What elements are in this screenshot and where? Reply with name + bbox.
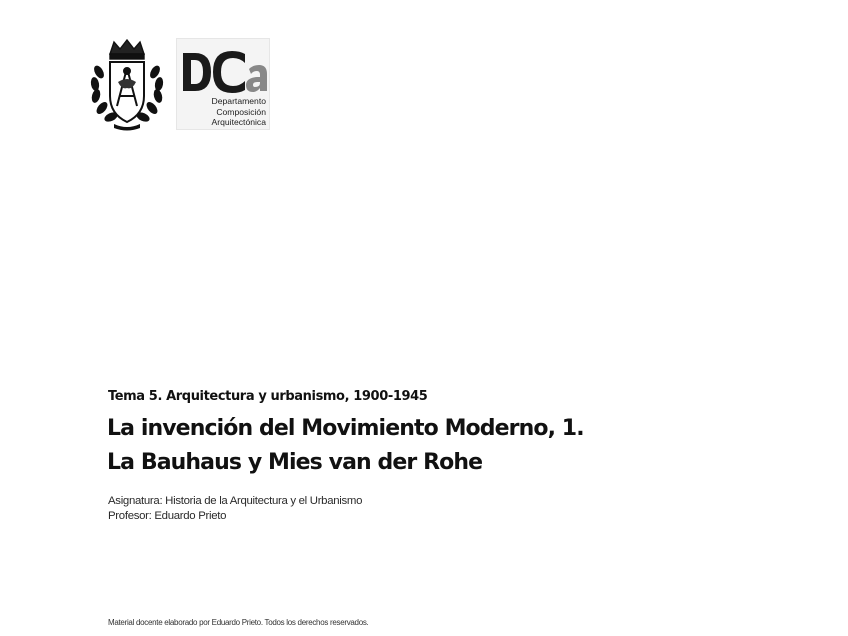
- dca-logo: [176, 38, 270, 130]
- professor-line: Profesor: Eduardo Prieto: [108, 510, 227, 522]
- topic-subtitle: Tema 5. Arquitectura y urbanismo, 1900-1945: [108, 389, 428, 404]
- dca-mark: [181, 49, 269, 95]
- course-info: [108, 494, 362, 524]
- copyright-footer: Material docente elaborado por Eduardo Prieto. Todos los derechos reservados.: [108, 618, 369, 627]
- dca-department-name: [212, 96, 266, 128]
- dca-line-2: Composición: [216, 106, 266, 117]
- title-line-1: La invención del Movimiento Moderno, 1.: [107, 416, 584, 441]
- subject-line: Asignatura: Historia de la Arquitectura y el Urbanismo: [108, 495, 363, 507]
- title-line-2: La Bauhaus y Mies van der Rohe: [107, 450, 483, 475]
- page-title: [107, 412, 584, 480]
- dca-line-1: Departamento: [211, 96, 266, 106]
- dca-line-3: Arquitectónica: [211, 117, 266, 127]
- university-crest-icon: [88, 38, 166, 132]
